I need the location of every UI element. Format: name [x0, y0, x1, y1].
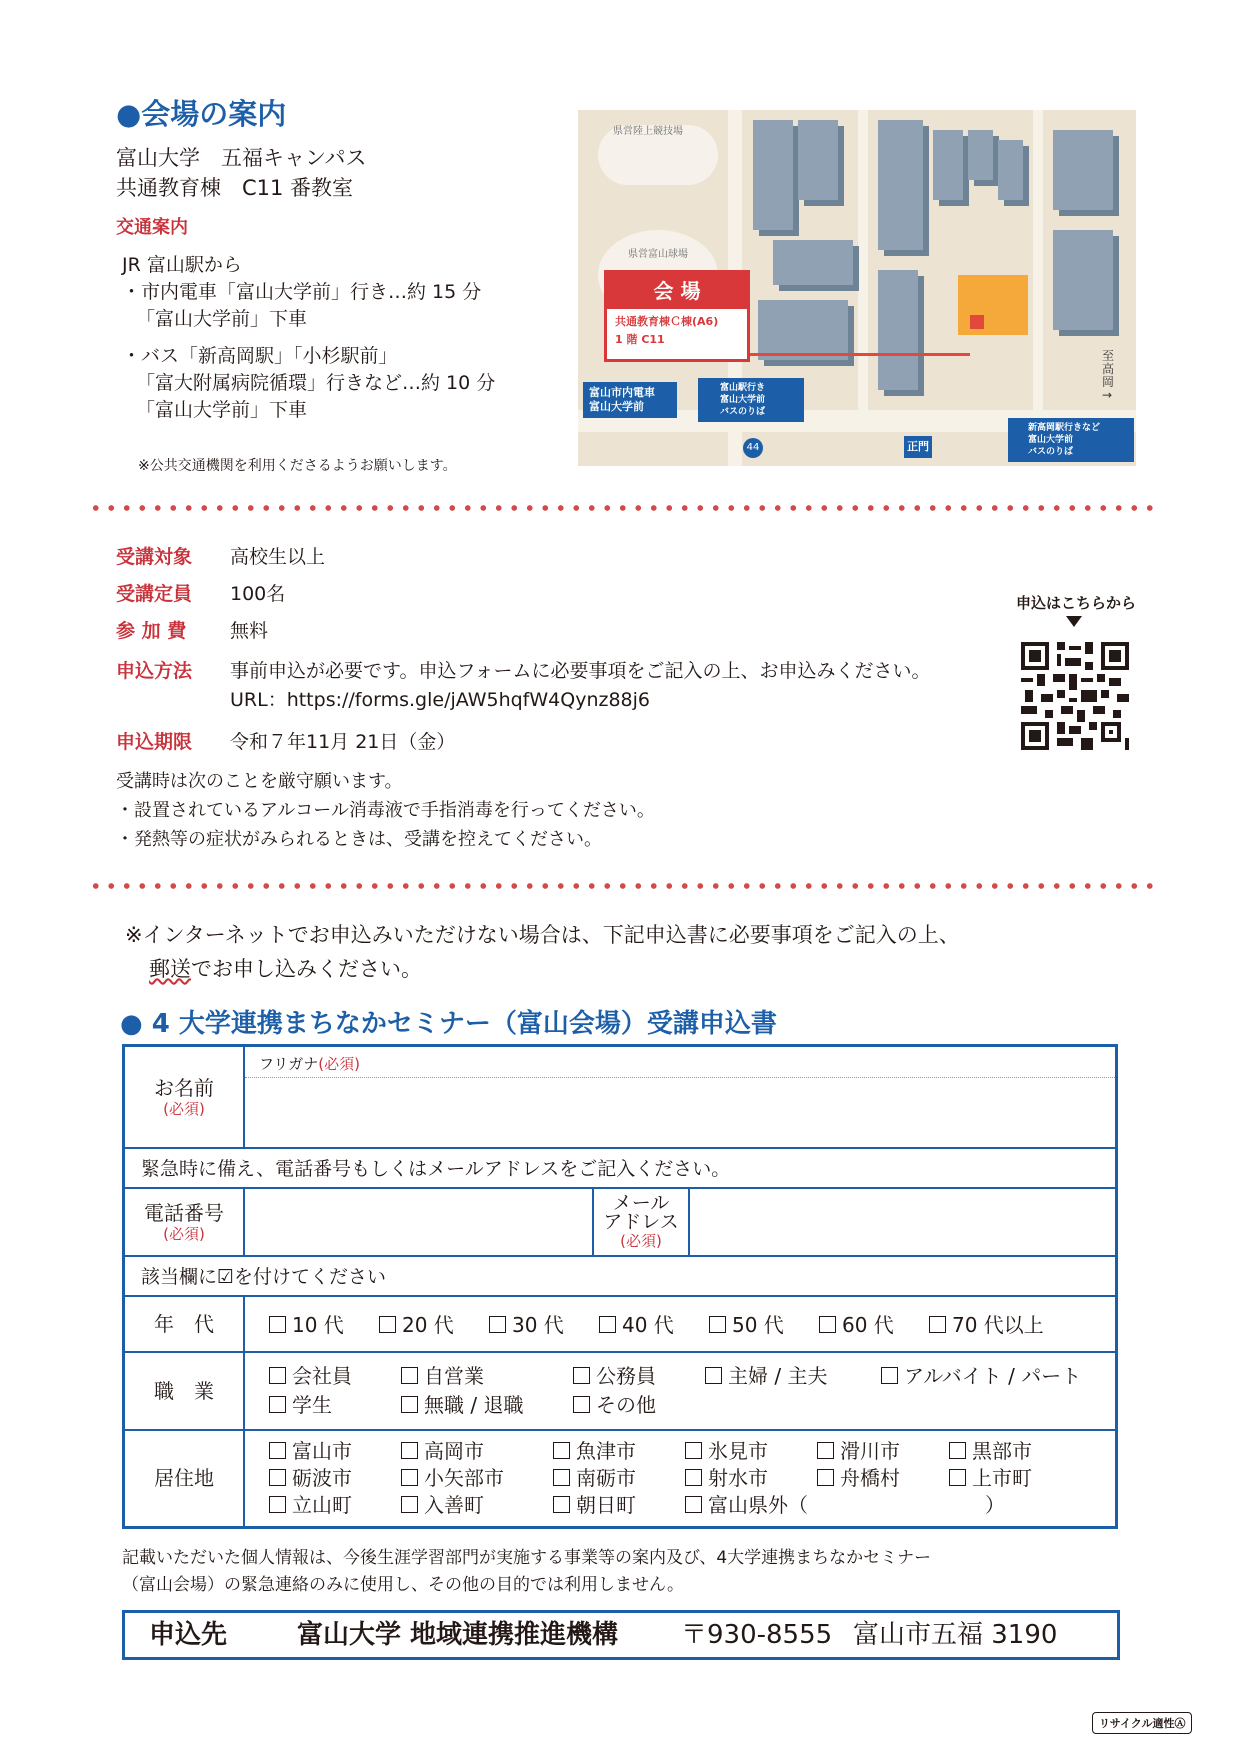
job-option[interactable] — [401, 1391, 573, 1420]
checkbox[interactable] — [819, 1316, 836, 1333]
application-form — [122, 1044, 1118, 1529]
checkbox[interactable] — [705, 1367, 722, 1384]
job-label: 職 業 — [124, 1352, 245, 1430]
name-label: お名前 — [154, 1075, 214, 1100]
option-label: 主婦 / 主夫 — [728, 1363, 828, 1388]
residence-option[interactable] — [401, 1465, 553, 1492]
arrow-down-icon — [1066, 616, 1082, 627]
form-url[interactable]: URL：https://forms.gle/jAW5hqfW4Qynz88j6 — [230, 689, 651, 711]
email-label-cell — [593, 1188, 689, 1256]
option-label: 無職 / 退職 — [424, 1392, 524, 1417]
checkbox[interactable] — [929, 1316, 946, 1333]
option-label: 自営業 — [424, 1363, 484, 1388]
checkbox[interactable] — [553, 1469, 570, 1486]
detail-value: 無料 — [230, 620, 269, 642]
option-label: 氷見市 — [708, 1438, 768, 1463]
access-line: ・市内電車「富山大学前」行き…約 15 分 — [122, 281, 482, 303]
to-takaoka-label: 至高岡→ — [1102, 349, 1115, 402]
option-label: 30 代 — [512, 1313, 564, 1337]
venue-building-marker — [958, 275, 1028, 335]
detail-value: 令和７年11月 21日（金） — [230, 731, 456, 753]
venue-callout-title: 会 場 — [607, 273, 747, 309]
main-gate-label: 正門 — [904, 436, 932, 458]
checkbox[interactable] — [401, 1442, 418, 1459]
job-option[interactable] — [573, 1362, 705, 1391]
footer-box — [122, 1610, 1120, 1660]
checkbox[interactable] — [269, 1496, 286, 1513]
option-label: 富山市 — [292, 1438, 352, 1463]
option-label: 50 代 — [732, 1313, 784, 1337]
access-line: ・バス「新高岡駅」「小杉駅前」 — [122, 345, 398, 367]
option-label: 滑川市 — [840, 1438, 900, 1463]
job-option[interactable] — [705, 1362, 881, 1391]
access-line: 「富大附属病院循環」行きなど…約 10 分 — [136, 372, 496, 394]
detail-value: 100名 — [230, 583, 286, 605]
email-field[interactable] — [689, 1188, 1117, 1256]
age-options — [244, 1296, 1117, 1352]
option-label: 入善町 — [424, 1492, 484, 1517]
checkbox[interactable] — [949, 1442, 966, 1459]
detail-value: 高校生以上 — [230, 546, 326, 568]
checkbox[interactable] — [949, 1469, 966, 1486]
option-label: 会社員 — [292, 1363, 352, 1388]
option-label: 砺波市 — [292, 1465, 352, 1490]
residence-option[interactable] — [817, 1465, 949, 1492]
email-label: メール アドレス — [603, 1191, 679, 1233]
details-section — [116, 542, 931, 854]
checkbox[interactable] — [379, 1316, 396, 1333]
option-label: その他 — [596, 1392, 656, 1417]
venue-callout-sub2: 1 階 C11 — [615, 333, 665, 346]
job-option[interactable] — [269, 1391, 401, 1420]
age-option[interactable] — [489, 1309, 599, 1338]
residence-option[interactable] — [269, 1492, 401, 1519]
emergency-note: 緊急時に備え、電話番号もしくはメールアドレスをご記入ください。 — [124, 1148, 1117, 1188]
residence-options — [244, 1430, 1117, 1528]
checkbox[interactable] — [401, 1469, 418, 1486]
job-option[interactable] — [881, 1362, 1081, 1391]
checkbox[interactable] — [817, 1469, 834, 1486]
job-option[interactable] — [401, 1362, 573, 1391]
option-label: 60 代 — [842, 1313, 894, 1337]
phone-label: 電話番号 — [144, 1200, 224, 1225]
job-option[interactable] — [269, 1362, 401, 1391]
residence-option[interactable] — [269, 1438, 401, 1465]
checkbox[interactable] — [573, 1396, 590, 1413]
option-label: 小矢部市 — [424, 1465, 504, 1490]
detail-label: 申込期限 — [116, 731, 193, 753]
access-title: 交通案内 — [116, 217, 188, 238]
option-label: 射水市 — [708, 1465, 768, 1490]
option-label: 朝日町 — [576, 1492, 636, 1517]
checkbox[interactable] — [269, 1442, 286, 1459]
option-label: 舟橋村 — [840, 1465, 900, 1490]
residence-option[interactable] — [401, 1438, 553, 1465]
furigana-label: フリガナ — [259, 1055, 319, 1073]
checkbox[interactable] — [401, 1496, 418, 1513]
residence-option[interactable] — [269, 1465, 401, 1492]
route-44-badge: 44 — [743, 438, 763, 458]
venue-line1: 富山大学 五福キャンパス — [116, 146, 367, 170]
residence-option[interactable] — [685, 1438, 817, 1465]
age-option[interactable] — [819, 1309, 929, 1338]
mail-note-line2: でお申し込みください。 — [191, 957, 422, 981]
privacy-note — [122, 1545, 931, 1599]
age-option[interactable] — [709, 1309, 819, 1338]
detail-label: 申込方法 — [116, 660, 193, 682]
residence-option[interactable] — [685, 1465, 817, 1492]
option-label: 40 代 — [622, 1313, 674, 1337]
checkbox[interactable] — [599, 1316, 616, 1333]
detail-label: 受講定員 — [116, 583, 193, 605]
option-label: 10 代 — [292, 1313, 344, 1337]
required-mark: (必須) — [620, 1231, 662, 1250]
option-label: 南砺市 — [576, 1465, 636, 1490]
checkbox[interactable] — [269, 1469, 286, 1486]
venue-line2: 共通教育棟 C11 番教室 — [116, 176, 354, 200]
map-label-stadium: 県営陸上競技場 — [613, 126, 683, 137]
phone-label-cell — [124, 1188, 245, 1256]
name-label-cell — [124, 1046, 245, 1148]
venue-heading: ●会場の案内 — [116, 97, 287, 131]
option-label: 魚津市 — [576, 1438, 636, 1463]
footer-label: 申込先 — [149, 1620, 228, 1650]
rule-item: ・設置されているアルコール消毒液で手指消毒を行ってください。 — [116, 800, 655, 821]
footer-zip: 〒930-8555 — [681, 1620, 833, 1650]
qr-caption: 申込はこちらから — [1016, 594, 1137, 612]
transit-note: ※公共交通機関を利用くださるようお願いします。 — [138, 458, 457, 474]
residence-option[interactable] — [401, 1492, 553, 1519]
check-note: 該当欄に☑を付けてください — [124, 1256, 1117, 1296]
checkbox[interactable] — [685, 1496, 702, 1513]
access-line: 「富山大学前」下車 — [136, 308, 308, 330]
option-label: 上市町 — [972, 1465, 1032, 1490]
phone-field[interactable] — [244, 1188, 593, 1256]
mail-note-line1: ※インターネットでお申込みいただけない場合は、下記申込書に必要事項をご記入の上、 — [125, 923, 960, 947]
access-line: JR 富山駅から — [122, 254, 242, 276]
campus-map — [578, 110, 1136, 466]
job-options — [244, 1352, 1117, 1430]
option-label: 70 代以上 — [952, 1313, 1044, 1337]
checkbox[interactable] — [269, 1367, 286, 1384]
option-label: アルバイト / パート — [904, 1363, 1082, 1388]
checkbox[interactable] — [817, 1442, 834, 1459]
venue-callout — [604, 270, 750, 362]
privacy-line1: 記載いただいた個人情報は、今後生涯学習部門が実施する事業等の案内及び、4大学連携まちなかセミナー — [122, 1548, 932, 1568]
option-label: 高岡市 — [424, 1438, 484, 1463]
checkbox[interactable] — [881, 1367, 898, 1384]
rules-intro: 受講時は次のことを厳守願います。 — [116, 771, 403, 792]
checkbox[interactable] — [709, 1316, 726, 1333]
age-option[interactable] — [269, 1309, 379, 1338]
option-label: 20 代 — [402, 1313, 454, 1337]
detail-label: 受講対象 — [116, 546, 193, 568]
mail-note — [125, 918, 960, 986]
required-mark: (必須) — [163, 1224, 205, 1243]
checkbox[interactable] — [553, 1496, 570, 1513]
footer-org: 富山大学 地域連携推進機構 — [297, 1620, 619, 1650]
divider — [88, 883, 1156, 889]
age-label: 年 代 — [124, 1296, 245, 1352]
map-label-ballpark: 県営富山球場 — [628, 249, 688, 260]
venue-callout-sub1: 共通教育棟Ｃ棟(A6) — [615, 315, 719, 328]
residence-option[interactable] — [553, 1438, 685, 1465]
age-option[interactable] — [929, 1309, 1044, 1338]
job-option[interactable] — [573, 1391, 656, 1420]
residence-close-paren: ） — [985, 1492, 1005, 1517]
required-mark: (必須) — [163, 1099, 205, 1118]
divider — [88, 505, 1156, 511]
recycle-mark: リサイクル適性Ⓐ — [1092, 1712, 1192, 1734]
checkbox[interactable] — [401, 1396, 418, 1413]
name-field[interactable] — [244, 1046, 1117, 1148]
checkbox[interactable] — [573, 1367, 590, 1384]
bus-stop-right-label: 新高岡駅行きなど 富山大学前 バスのりば — [1008, 418, 1134, 462]
bus-stop-left-label: 富山駅行き 富山大学前 バスのりば — [698, 378, 804, 422]
privacy-line2: （富山会場）の緊急連絡のみに使用し、その他の目的では利用しません。 — [122, 1575, 685, 1595]
checkbox[interactable] — [269, 1396, 286, 1413]
option-label: 富山県外（ — [708, 1492, 808, 1517]
mail-note-emphasis: 郵送 — [149, 957, 191, 981]
residence-option[interactable] — [949, 1465, 1032, 1492]
option-label: 公務員 — [596, 1363, 656, 1388]
age-option[interactable] — [599, 1309, 709, 1338]
checkbox[interactable] — [553, 1442, 570, 1459]
checkbox[interactable] — [401, 1367, 418, 1384]
detail-label: 参 加 費 — [116, 620, 187, 642]
option-label: 黒部市 — [972, 1438, 1032, 1463]
required-mark: (必須) — [318, 1055, 360, 1073]
option-label: 学生 — [292, 1392, 332, 1417]
tram-stop-label: 富山市内電車 富山大学前 — [583, 382, 677, 418]
checkbox[interactable] — [269, 1316, 286, 1333]
residence-label: 居住地 — [124, 1430, 245, 1528]
qr-code[interactable] — [1021, 642, 1129, 750]
residence-option[interactable] — [685, 1492, 985, 1519]
checkbox[interactable] — [685, 1469, 702, 1486]
option-label: 立山町 — [292, 1492, 352, 1517]
access-line: 「富山大学前」下車 — [136, 399, 308, 421]
rule-item: ・発熱等の症状がみられるときは、受講を控えてください。 — [116, 829, 602, 850]
checkbox[interactable] — [489, 1316, 506, 1333]
residence-option[interactable] — [949, 1438, 1032, 1465]
footer-address: 富山市五福 3190 — [853, 1620, 1058, 1650]
access-lines — [122, 252, 495, 424]
checkbox[interactable] — [685, 1442, 702, 1459]
form-title: ● 4 大学連携まちなかセミナー（富山会場）受講申込書 — [120, 1009, 777, 1039]
detail-value: 事前申込が必要です。申込フォームに必要事項をご記入の上、お申込みください。 — [230, 660, 931, 682]
residence-option[interactable] — [817, 1438, 949, 1465]
residence-option[interactable] — [553, 1465, 685, 1492]
age-option[interactable] — [379, 1309, 489, 1338]
residence-option[interactable] — [553, 1492, 685, 1519]
